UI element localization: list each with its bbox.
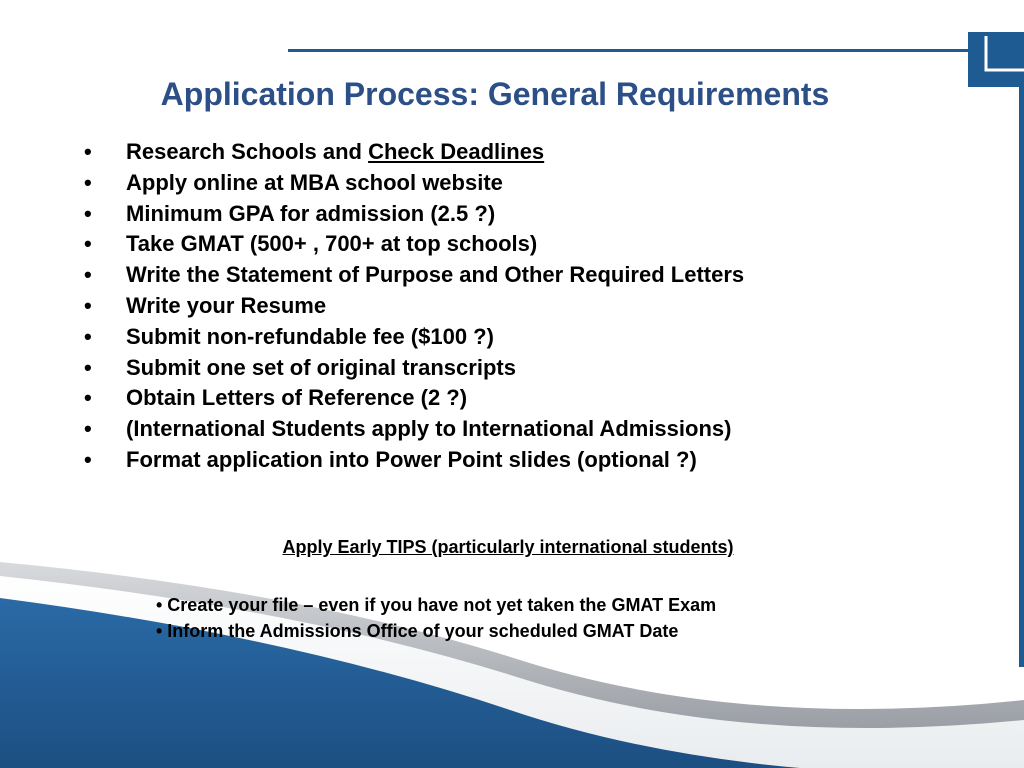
tip-item: • Inform the Admissions Office of your scheduled GMAT Date: [156, 621, 679, 641]
list-item-text: [126, 137, 544, 168]
bullet-icon: •: [84, 200, 92, 226]
bullet-icon: •: [84, 385, 92, 411]
list-item-text: Write the Statement of Purpose and Other Required Letters: [126, 262, 745, 288]
bullet-icon: •: [84, 323, 92, 349]
bullet-icon: •: [84, 292, 92, 318]
tip-item: • Create your file – even if you have not yet taken the GMAT Exam: [156, 595, 717, 615]
slide-title: Application Process: General Requirements: [160, 76, 830, 112]
list-item-text: Apply online at MBA school website: [126, 169, 503, 195]
bullet-icon: •: [84, 139, 92, 164]
bullet-icon: •: [84, 446, 92, 472]
list-item-text: Write your Resume: [126, 292, 327, 318]
bullet-icon: •: [84, 262, 92, 288]
list-item-text: (International Students apply to International Admissions): [126, 416, 732, 442]
bullet-icon: •: [84, 416, 92, 442]
tips-list: [156, 592, 716, 644]
bullet-icon: •: [84, 231, 92, 257]
right-rule: [1019, 87, 1024, 667]
list-item-text: Submit one set of original transcripts: [126, 354, 516, 380]
check-deadlines-link[interactable]: Check Deadlines: [368, 139, 545, 164]
tips-heading: Apply Early TIPS (particularly international students): [282, 537, 734, 557]
header-rule: [288, 49, 968, 52]
list-item-text: Format application into Power Point slides (optional ?): [126, 446, 697, 472]
bullet-icon: •: [84, 169, 92, 195]
list-item-text: Minimum GPA for admission (2.5 ?): [126, 200, 496, 226]
list-item-text: Obtain Letters of Reference (2 ?): [126, 385, 468, 411]
bullet-icon: •: [84, 354, 92, 380]
list-item-label: Research Schools and: [126, 139, 369, 164]
list-item-text: Submit non-refundable fee ($100 ?): [126, 323, 494, 349]
list-item-text: Take GMAT (500+ , 700+ at top schools): [126, 231, 538, 257]
